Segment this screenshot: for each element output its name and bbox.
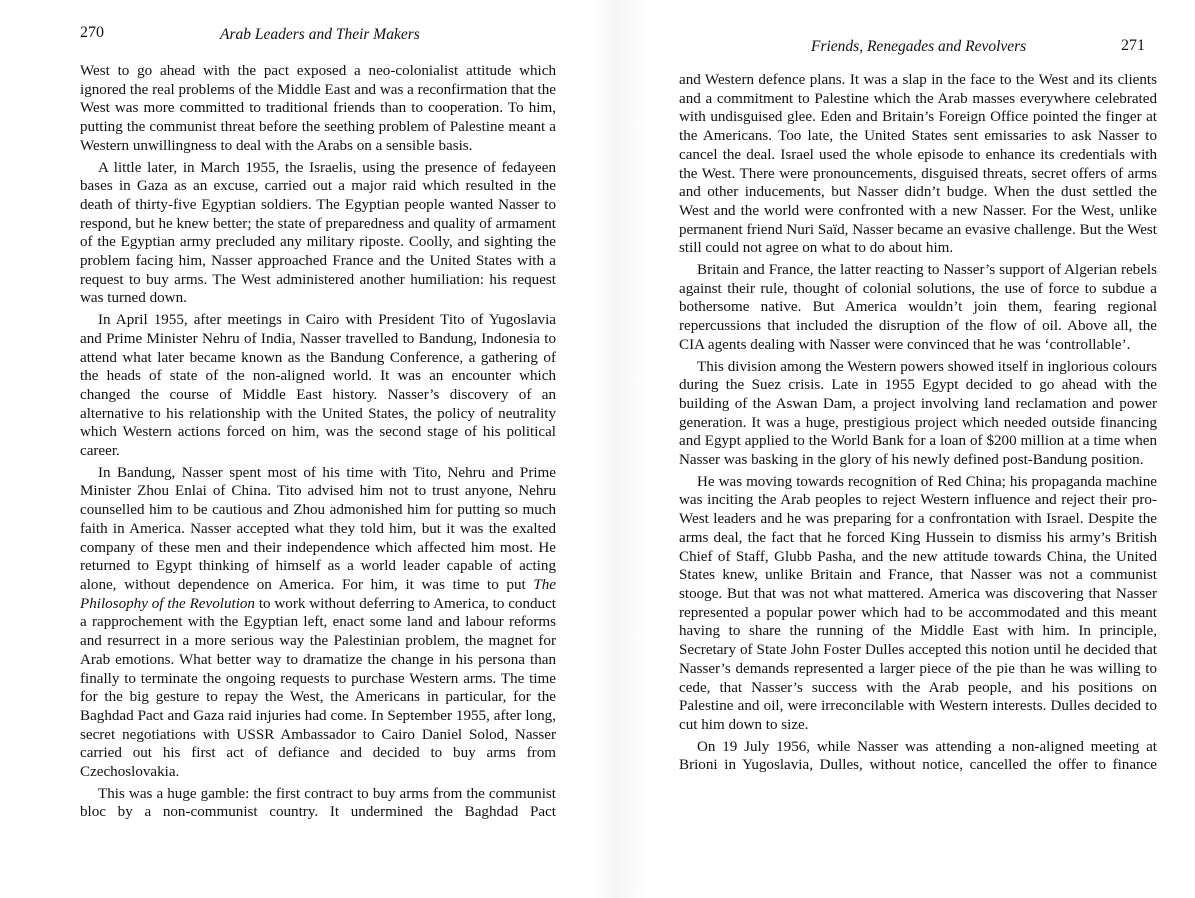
right-page-number: 271 <box>1121 37 1145 54</box>
left-paragraph-2: A little later, in March 1955, the Israelis, using the presence of fedayeen bases in Gaza as an excuse, carried out a major raid which resulted in the death of thirty-five Egyptian soldiers. The Egyptian people wanted Nasser to respond, but he knew better; the state of preparedness and quality of armament of the Egyptian army precluded any military riposte. Coolly, and sighting the problem facing him, Nasser approached France and the United States with a request to buy arms. The West administered another humiliation: his request was turned down. <box>80 159 556 307</box>
right-running-head: Friends, Renegades and Revolvers <box>811 38 1027 55</box>
right-paragraph-1: and Western defence plans. It was a slap in the face to the West and its clients and a commitment to Palestine which the Arab masses everywhere celebrated with undisguised glee. Eden and Britain’s Foreign Office pointed the finger at the Americans. Too late, the United States sent emissaries to ask Nasser to cancel the deal. Israel used the whole episode to enhance its credentials with the West. There were pronouncements, disguised threats, secret offers of arms and other inducements, but Nasser didn’t budge. When the dust settled the West and the world were confronted with a new Nasser. For the West, unlike permanent friend Nuri Saïd, Nasser became an evasive challenge. But the West still could not agree on what to do about him. <box>679 72 1157 257</box>
left-paragraph-4-text-b: to work without deferring to America, to conduct a rapprochement with the Egyptian left, enact some land and labour reforms and resurrect in a more serious way the Palestinian problem, the magnet for Arab emotions. What better way to dramatize the change in his persona than finally to terminate the ongoing requests to purchase Western arms. The time for the big gesture to repay the West, the Americans in particular, for the Baghdad Pact and Gaza raid injuries had come. In September 1955, after long, secret negotiations with USSR Ambassador to Cairo Daniel Solod, Nasser carried out his first act of defiance and decided to buy arms from Czechoslovakia. <box>80 595 556 781</box>
right-paragraph-3: This division among the Western powers showed itself in inglorious colours during the Suez crisis. Late in 1955 Egypt decided to go ahead with the building of the Aswan Dam, a project involving land reclamation and power generation. It was a huge, prestigious project which needed outside financing and Egypt applied to the World Bank for a loan of $200 million at a time when Nasser was basking in the glory of his newly defined post-Bandung position. <box>679 358 1157 469</box>
left-page-body <box>80 62 556 822</box>
left-paragraph-5: This was a huge gamble: the first contract to buy arms from the communist bloc by a non-communist country. It undermined the Baghdad Pact <box>80 785 556 821</box>
left-paragraph-4 <box>80 464 556 782</box>
right-paragraph-4: He was moving towards recognition of Red China; his propaganda machine was inciting the Arab peoples to reject Western influence and reject their pro-West leaders and he was preparing for a confrontation with Israel. Despite the arms deal, the fact that he forced King Hussein to dismiss his army’s British Chief of Staff, Glubb Pasha, and the new attitude towards China, the United States knew, unlike Britain and France, that Nasser was not a communist stooge. But that was not what mattered. America was discovering that Nasser represented a popular power which had to be accommodated and this meant having to share the running of the Middle East with him. In principle, Secretary of State John Foster Dulles accepted this notion until he decided that Nasser’s demands represented a larger piece of the pie than he was willing to cede, that Nasser’s success with the Arab people, and his positions on Palestine and oil, were irreconcilable with Western interests. Dulles decided to cut him down to size. <box>679 473 1157 733</box>
book-gutter <box>590 0 650 898</box>
book-title-italic: The Philosophy of the Revolution <box>80 576 556 612</box>
left-paragraph-1: West to go ahead with the pact exposed a neo-colonialist attitude which ignored the real problems of the Middle East and was a reconfirmation that the West was more committed to traditional friends than to cooperation. To him, putting the communist threat before the seething problem of Palestine meant a Western unwillingness to deal with the Arabs on a sensible basis. <box>80 63 556 154</box>
right-paragraph-2: Britain and France, the latter reacting to Nasser’s support of Algerian rebels against their rule, thought of colonial solutions, the use of force to subdue a bothersome native. But America wouldn’t join them, fearing regional repercussions that included the disruption of the flow of oil. Above all, the CIA agents dealing with Nasser were convinced that he was ‘controllable’. <box>679 262 1157 353</box>
left-running-head: Arab Leaders and Their Makers <box>220 26 420 43</box>
left-paragraph-3: In April 1955, after meetings in Cairo with President Tito of Yugoslavia and Prime Minister Nehru of India, Nasser travelled to Bandung, Indonesia to attend what later became known as the Bandung Conference, a gathering of the heads of state of the non-aligned world. It was an encounter which changed the course of Middle East history. Nasser’s discovery of an alternative to his relationship with the United States, the policy of neutrality which Western actions forced on him, was the second stage of his political career. <box>80 312 556 460</box>
right-page-body <box>679 71 1157 775</box>
right-paragraph-5: On 19 July 1956, while Nasser was attending a non-aligned meeting at Brioni in Yugoslavia, Dulles, without notice, cancelled the offer to finance <box>679 738 1157 774</box>
left-page-number: 270 <box>80 24 104 41</box>
left-paragraph-4-text-a: In Bandung, Nasser spent most of his time with Tito, Nehru and Prime Minister Zhou Enlai of China. Tito advised him not to trust anyone, Nehru counselled him to be cautious and Zhou admonished him for putting so much faith in America. Nasser accepted what they told him, but it was the exalted company of these men and their independence which affected him most. He returned to Egypt thinking of himself as a world leader capable of acting alone, without dependence on America. For him, it was time to put <box>80 464 556 593</box>
